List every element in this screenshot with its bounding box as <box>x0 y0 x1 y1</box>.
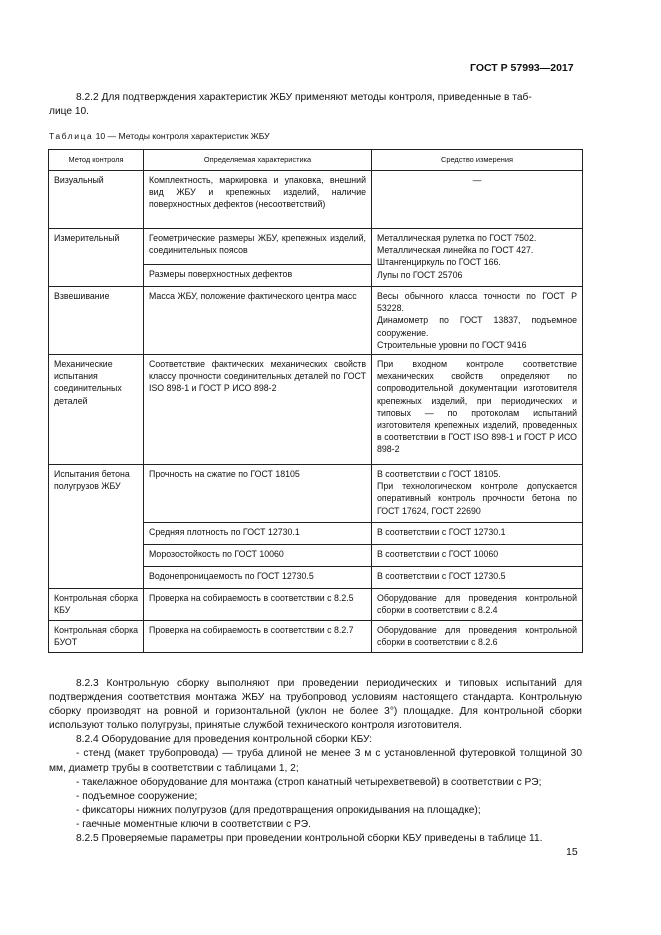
instrument-line: В соответствии с ГОСТ 18105. <box>377 469 501 480</box>
table-row <box>49 171 583 229</box>
table-row <box>49 355 583 465</box>
page-number: 15 <box>566 846 578 858</box>
method-cell: Испытания бетона полугрузов ЖБУ <box>49 465 144 589</box>
table-header-row <box>49 150 583 171</box>
characteristic-cell: Прочность на сжатие по ГОСТ 18105 <box>144 465 372 523</box>
characteristic-cell: Размеры поверхностных дефектов <box>144 265 372 287</box>
instrument-line: Штангенциркуль по ГОСТ 166. <box>377 257 501 268</box>
paragraph-8-2-3: 8.2.3 Контрольную сборку выполняют при проведении периодических и типовых испытаний для подтверждения соответствия монтажа ЖБУ на трубопровод условиям настоящего стандарта. Контрольную сборку производят на ровной и горизонтальной (уклон не более 3°) площадке. Для контрольной сборки используют только полугрузы, принятые службой технического контроля изготовителя. <box>49 678 582 732</box>
table-row <box>49 287 583 355</box>
list-item: - гаечные моментные ключи в соответствии с РЭ. <box>76 818 311 830</box>
instrument-line: Динамометр по ГОСТ 13837, подъемное сооружение. <box>377 315 577 338</box>
instrument-cell: Оборудование для проведения контрольной сборки в соответствии с 8.2.4 <box>372 589 583 621</box>
list-item: - такелажное оборудование для монтажа (строп канатный четырехветвевой) в соответствии с РЭ; <box>76 776 542 788</box>
characteristic-cell: Проверка на собираемость в соответствии с 8.2.5 <box>144 589 372 621</box>
characteristic-cell: Проверка на собираемость в соответствии с 8.2.7 <box>144 621 372 653</box>
table-caption <box>49 131 270 141</box>
method-cell: Визуальный <box>49 171 144 229</box>
instrument-line: Лупы по ГОСТ 25706 <box>377 269 463 280</box>
instrument-cell: В соответствии с ГОСТ 12730.5 <box>372 567 583 589</box>
body-text <box>49 677 582 846</box>
list-item: - стенд (макет трубопровода) — труба длиной не менее 3 м с установленной футеровкой толщиной 30 мм, диаметр трубы в соответствии с таблицами 1, 2; <box>49 748 582 774</box>
method-cell: Контрольная сборка КБУ <box>49 589 144 621</box>
list-item: - подъемное сооружение; <box>76 790 198 802</box>
table-row <box>49 465 583 523</box>
characteristic-cell: Морозостойкость по ГОСТ 10060 <box>144 545 372 567</box>
instrument-cell <box>372 465 583 523</box>
paragraph-8-2-5: 8.2.5 Проверяемые параметры при проведении контрольной сборки КБУ приведены в таблице 11. <box>76 833 543 845</box>
characteristic-cell: Масса ЖБУ, положение фактического центра масс <box>144 287 372 355</box>
table-row <box>49 621 583 653</box>
methods-table <box>48 149 583 653</box>
table-caption-title: 10 — Методы контроля характеристик ЖБУ <box>93 131 270 141</box>
method-cell: Измерительный <box>49 229 144 287</box>
table-caption-prefix: Таблица <box>49 131 94 141</box>
instrument-cell: В соответствии с ГОСТ 10060 <box>372 545 583 567</box>
instrument-cell <box>372 229 583 287</box>
characteristic-cell: Геометрические размеры ЖБУ, крепежных изделий, соединительных поясов <box>144 229 372 265</box>
instrument-line: При технологическом контроле допускается оперативный контроль прочности бетона по ГОСТ 17624, ГОСТ 22690 <box>377 481 577 516</box>
instrument-cell: При входном контроле соответствие механических свойств определяют по сопроводительной документации изготовителя крепежных изделий, при периодических и типовых — по протоколам испытаний изготовителя крепежных изделий, проведенных в соответствии в ГОСТ ISO 898-1 и ГОСТ Р ИСО 898-2 <box>372 355 583 465</box>
table-row <box>49 229 583 265</box>
instrument-cell: — <box>372 171 583 229</box>
intro-paragraph <box>49 91 582 119</box>
header-characteristic: Определяемая характеристика <box>144 150 372 171</box>
intro-line-1: 8.2.2 Для подтверждения характеристик ЖБУ применяют методы контроля, приведенные в таб- <box>76 92 532 103</box>
table-row <box>49 589 583 621</box>
method-cell: Механические испытания соединительных деталей <box>49 355 144 465</box>
instrument-cell: Оборудование для проведения контрольной сборки в соответствии с 8.2.6 <box>372 621 583 653</box>
instrument-line: Металлическая рулетка по ГОСТ 7502. <box>377 233 537 243</box>
instrument-line: Весы обычного класса точности по ГОСТ Р 53228. <box>377 291 577 314</box>
method-cell: Взвешивание <box>49 287 144 355</box>
document-id-header: ГОСТ Р 57993—2017 <box>470 62 574 74</box>
instrument-line: Строительные уровни по ГОСТ 9416 <box>377 339 527 350</box>
characteristic-cell: Водонепроницаемость по ГОСТ 12730.5 <box>144 567 372 589</box>
instrument-line: Металлическая линейка по ГОСТ 427. <box>377 245 534 256</box>
characteristic-cell: Соответствие фактических механических свойств классу прочности соединительных деталей по ГОСТ ISO 898-1 и ГОСТ Р ИСО 898-2 <box>144 355 372 465</box>
list-item: - фиксаторы нижних полугрузов (для предотвращения опрокидывания на площадке); <box>76 804 481 816</box>
instrument-cell: В соответствии с ГОСТ 12730.1 <box>372 523 583 545</box>
intro-line-2: лице 10. <box>49 106 90 117</box>
characteristic-cell: Комплектность, маркировка и упаковка, внешний вид ЖБУ и крепежных изделий, наличие поверхностных дефектов (несоответствий) <box>144 171 372 229</box>
instrument-cell <box>372 287 583 355</box>
method-cell: Контрольная сборка БУОТ <box>49 621 144 653</box>
header-instrument: Средство измерения <box>372 150 583 171</box>
paragraph-8-2-4: 8.2.4 Оборудование для проведения контрольной сборки КБУ: <box>76 734 373 746</box>
characteristic-cell: Средняя плотность по ГОСТ 12730.1 <box>144 523 372 545</box>
header-method: Метод контроля <box>49 150 144 171</box>
